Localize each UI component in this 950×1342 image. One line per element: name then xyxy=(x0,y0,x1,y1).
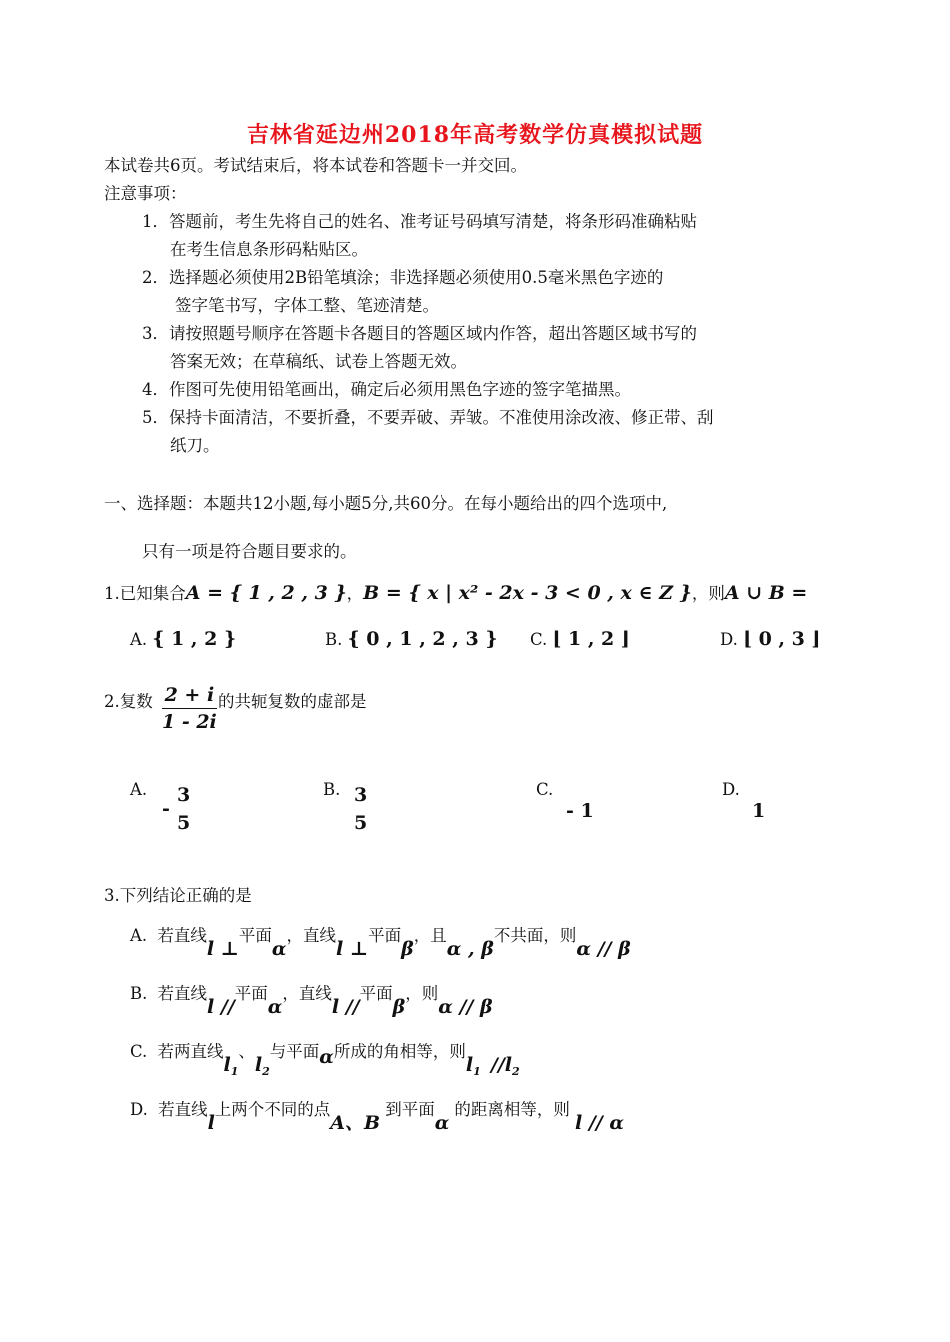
math: l xyxy=(207,1112,215,1134)
q1-option-d xyxy=(720,628,820,650)
q3-option-b xyxy=(130,980,493,1018)
math: l xyxy=(504,1054,512,1076)
q1-suffix: ，则 xyxy=(691,584,725,603)
math: α // β xyxy=(438,996,493,1018)
notice-2-line1: 2．选择题必须使用2B铅笔填涂；非选择题必须使用0.5毫米黑色字迹的 xyxy=(142,268,664,287)
notice-3-line2: 答案无效；在草稿纸、试卷上答题无效。 xyxy=(170,352,467,371)
math: α xyxy=(319,1046,334,1068)
text: 平面 xyxy=(238,926,272,945)
q2-option-a-label: A. xyxy=(130,780,148,799)
q2-numerator: 2 + i xyxy=(162,684,217,709)
q2-option-d-value: 1 xyxy=(752,800,766,822)
q1-prefix: 1.已知集合 xyxy=(104,584,186,603)
q2-suffix: 的共轭复数的虚部是 xyxy=(218,692,367,711)
notice-3-line1: 3．请按照题号顺序在答题卡各题目的答题区域内作答，超出答题区域书写的 xyxy=(142,324,697,343)
section-heading-line1: 一、选择题：本题共12小题,每小题5分,共60分。在每小题给出的四个选项中, xyxy=(104,494,668,513)
math: β xyxy=(401,938,414,960)
notice-5-line2: 纸刀。 xyxy=(170,436,220,455)
math: α xyxy=(434,1112,450,1134)
math: β xyxy=(392,996,406,1018)
text: 平面 xyxy=(359,984,393,1003)
section-heading-line2: 只有一项是符合题目要求的。 xyxy=(142,542,357,561)
numerator: 3 xyxy=(354,784,368,806)
text: ，直线 xyxy=(286,926,337,945)
q2-option-c-value: - 1 xyxy=(566,800,594,822)
text: ，直线 xyxy=(282,984,332,1003)
text: 若直线 xyxy=(158,1100,208,1119)
q1-option-a xyxy=(130,628,236,650)
q1-option-b xyxy=(325,628,498,650)
denominator: 5 xyxy=(176,812,191,834)
math: l // α xyxy=(575,1112,624,1134)
math: l ⊥ xyxy=(206,938,239,960)
option-value: { 1 , 2 } xyxy=(152,628,237,650)
math: l // xyxy=(207,996,235,1018)
notice-4-line1: 4．作图可先使用铅笔画出，确定后必须用黑色字迹的签字笔描黑。 xyxy=(142,380,631,399)
q2-option-a-value xyxy=(162,784,192,834)
text: 若直线 xyxy=(157,984,208,1003)
subscript: 2 xyxy=(512,1065,520,1079)
math: α xyxy=(271,938,287,960)
option-label: C. xyxy=(530,630,548,649)
q2-option-b-label: B. xyxy=(323,780,341,799)
q2-option-c-label: C. xyxy=(536,780,554,799)
option-label: D. xyxy=(130,1100,148,1119)
option-label: D. xyxy=(720,630,738,649)
option-label: B. xyxy=(130,984,148,1003)
text: 、 xyxy=(238,1042,255,1061)
math: // xyxy=(490,1054,505,1076)
text: 到平面 xyxy=(385,1100,435,1119)
notice-2-line2: 签字笔书写，字体工整、笔迹清楚。 xyxy=(175,296,439,315)
q2-option-b-value xyxy=(352,784,369,834)
math: α // β xyxy=(576,938,631,960)
q1-set-b: B = { x | x² - 2x - 3 < 0 , x ∈ Z } xyxy=(363,582,692,604)
numerator: 3 xyxy=(176,784,191,806)
text: ，则 xyxy=(405,984,439,1003)
option-label: C. xyxy=(130,1042,148,1061)
subscript: 1 xyxy=(473,1065,481,1079)
option-value: ⌊ 1 , 2 ⌋ xyxy=(552,628,630,650)
q1-option-c xyxy=(530,628,630,650)
option-label: A. xyxy=(130,630,148,649)
subscript: 2 xyxy=(262,1065,270,1079)
math: l xyxy=(223,1054,231,1076)
text: 不共面，则 xyxy=(493,926,577,945)
q1-expression: A ∪ B = xyxy=(724,582,808,604)
option-value: ⌊ 0 , 3 ⌋ xyxy=(742,628,821,650)
text: 平面 xyxy=(234,984,268,1003)
text: 所成的角相等，则 xyxy=(333,1042,466,1061)
text: 若两直线 xyxy=(157,1042,224,1061)
option-label: B. xyxy=(325,630,343,649)
text: 的距离相等，则 xyxy=(454,1100,570,1119)
text: 平面 xyxy=(368,926,402,945)
q2-fraction xyxy=(162,684,217,733)
q2-denominator: 1 - 2i xyxy=(162,711,217,733)
math: α , β xyxy=(446,938,494,960)
notice-1-line2: 在考生信息条形码粘贴区。 xyxy=(170,240,368,259)
q3-option-a xyxy=(130,922,631,960)
intro-text: 本试卷共6页。考试结束后，将本试卷和答题卡一并交回。 xyxy=(104,156,527,175)
text: 与平面 xyxy=(269,1042,320,1061)
q3-option-c xyxy=(130,1038,520,1079)
notice-1-line1: 1．答题前，考生先将自己的姓名、准考证号码填写清楚，将条形码准确粘贴 xyxy=(142,212,697,231)
page-title: 吉林省延边州2018年高考数学仿真模拟试题 xyxy=(246,122,704,148)
text: ，且 xyxy=(413,926,447,945)
q3-option-d xyxy=(130,1094,624,1134)
notice-heading: 注意事项： xyxy=(104,184,187,203)
text: 若直线 xyxy=(157,926,207,945)
notice-5-line1: 5．保持卡面清洁，不要折叠，不要弄破、弄皱。不准使用涂改液、修正带、刮 xyxy=(142,408,714,427)
q1-separator: ， xyxy=(346,584,364,603)
question-1-stem xyxy=(104,580,807,606)
option-value: { 0 , 1 , 2 , 3 } xyxy=(347,628,498,650)
text: 上两个不同的点 xyxy=(214,1100,331,1119)
q2-option-d-label: D. xyxy=(722,780,740,799)
sign: - xyxy=(162,798,170,820)
math: α xyxy=(267,996,283,1018)
q2-prefix: 2.复数 xyxy=(104,692,153,711)
math: l xyxy=(465,1054,474,1076)
math: l xyxy=(254,1054,263,1076)
q1-set-a: A = { 1 , 2 , 3 } xyxy=(185,582,347,604)
q3-stem: 3.下列结论正确的是 xyxy=(104,886,252,905)
subscript: 1 xyxy=(230,1065,239,1079)
math: l // xyxy=(331,996,360,1018)
math: l ⊥ xyxy=(336,938,369,960)
denominator: 5 xyxy=(354,812,368,834)
option-label: A. xyxy=(130,926,148,945)
math: A、B xyxy=(330,1112,381,1134)
